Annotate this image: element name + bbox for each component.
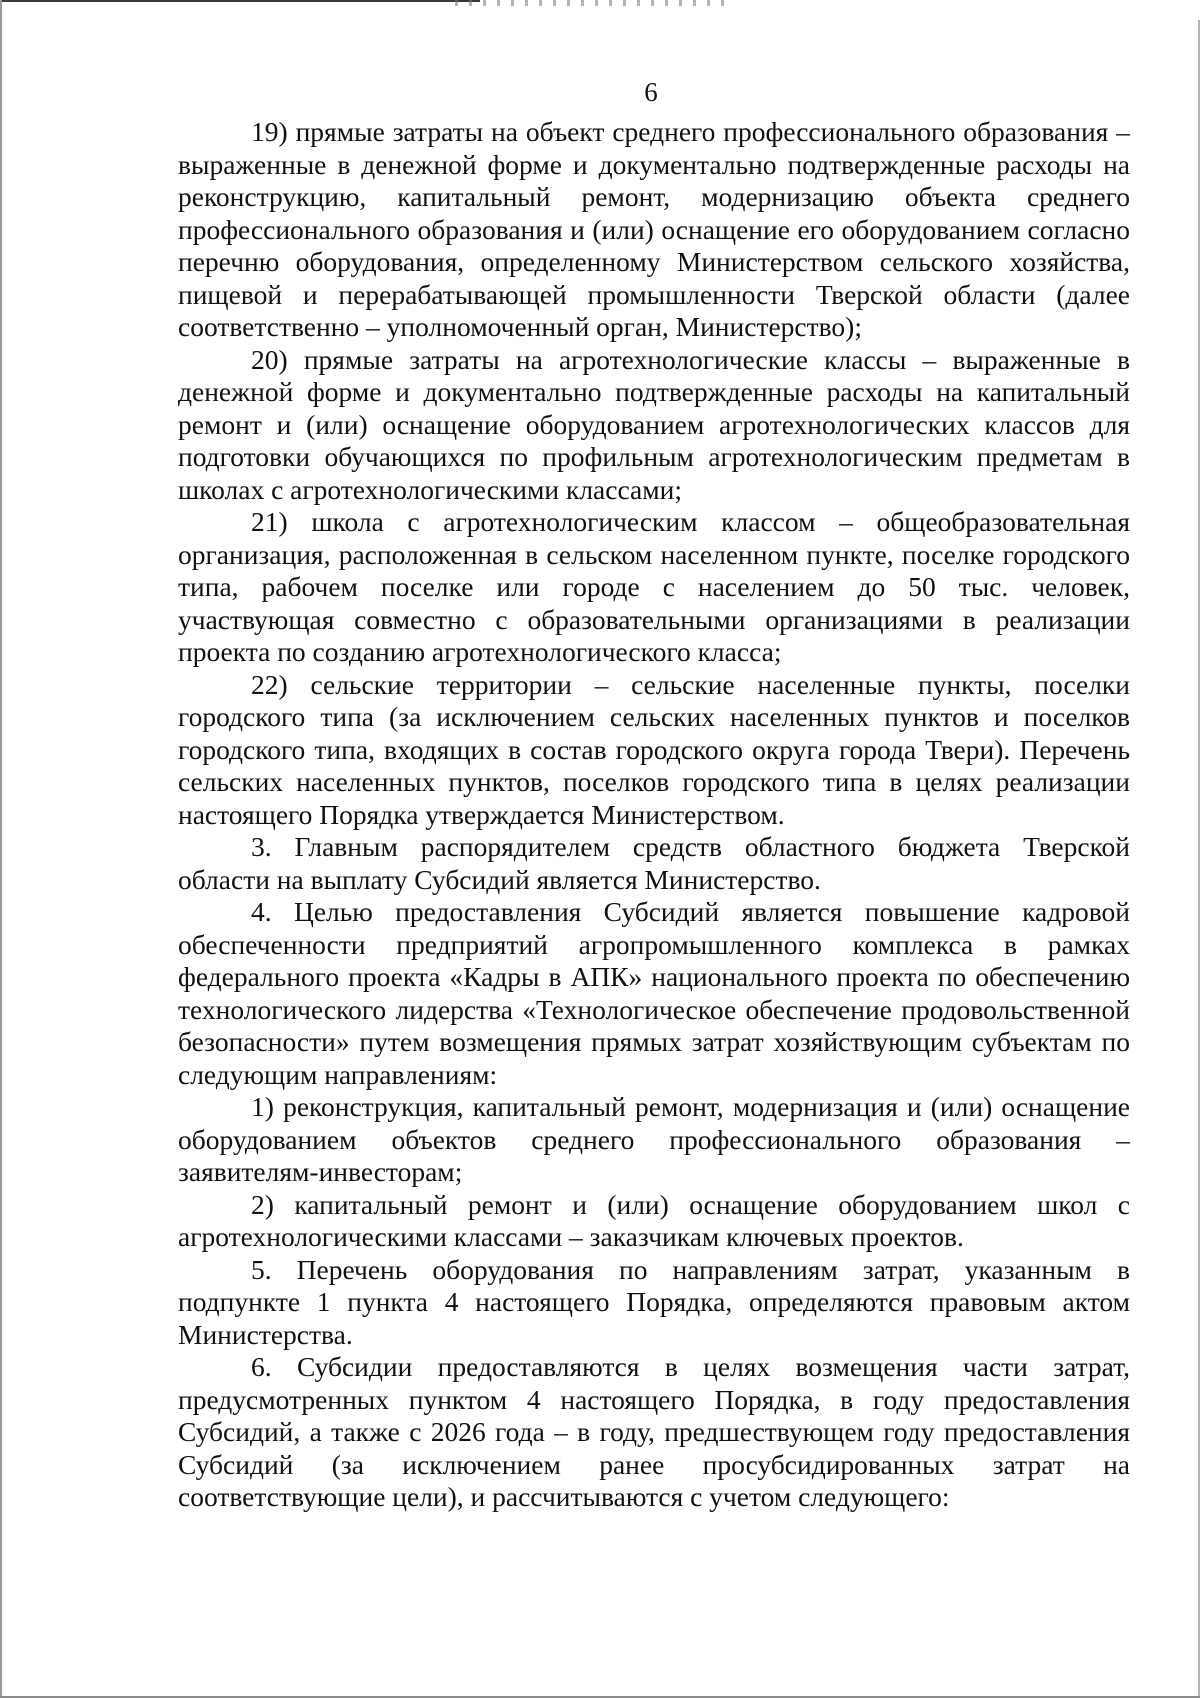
paragraph-section-4: 4. Целью предоставления Субсидий является повышение кадровой обеспеченности предприятий агропромышленного комплекса в рамках федерального проекта «Кадры в АПК» национального проекта по обеспечению технологического лидерства «Технологическое обеспечение продовольственной безопасности» путем возмещения прямых затрат хозяйствующим субъектам по следующим направлениям: — [178, 896, 1130, 1090]
scan-edge-left — [0, 0, 2, 1698]
scan-edge-top — [0, 0, 480, 2]
paragraph-item-19: 19) прямые затраты на объект среднего профессионального образования – выраженные в денежной форме и документально подтвержденные расходы на реконструкцию, капитальный ремонт, модернизацию объекта среднего профессионального образования и (или) оснащение его оборудованием согласно перечню оборудования, определенному Министерством сельского хозяйства, пищевой и перерабатывающей промышленности Тверской области (далее соответственно – уполномоченный орган, Министерство); — [178, 116, 1130, 342]
paragraph-item-21: 21) школа с агротехнологическим классом – общеобразовательная организация, расположенная в сельском населенном пункте, поселке городского типа, рабочем поселке или городе с населением до 50 тыс. человек, участвующая совместно с образовательными организациями в реализации проекта по созданию агротехнологического класса; — [178, 506, 1130, 667]
page-number: 6 — [644, 77, 658, 107]
paragraph-item-22: 22) сельские территории – сельские населенные пункты, поселки городского типа (за исключением сельских населенных пунктов и поселков городского типа, входящих в состав городского округа города Твери). Перечень сельских населенных пунктов, поселков городского типа в целях реализации настоящего Порядка утверждается Министерством. — [178, 668, 1130, 830]
paragraph-section-5: 5. Перечень оборудования по направлениям затрат, указанным в подпункте 1 пункта 4 настоящего Порядка, определяются правовым актом Министерства. — [178, 1253, 1130, 1350]
paragraph-section-4-item-1: 1) реконструкция, капитальный ремонт, модернизация и (или) оснащение оборудованием объектов среднего профессионального образования – заявителям-инвесторам; — [178, 1091, 1130, 1187]
paragraph-section-4-item-2: 2) капитальный ремонт и (или) оснащение оборудованием школ с агротехнологическими классами – заказчикам ключевых проектов. — [178, 1188, 1130, 1252]
scan-marks — [455, 0, 725, 6]
document-body — [178, 116, 1130, 1514]
paragraph-section-6: 6. Субсидии предоставляются в целях возмещения части затрат, предусмотренных пунктом 4 настоящего Порядка, в году предоставления Субсидий, а также с 2026 года – в году, предшествующем году предоставления Субсидий (за исключением ранее просубсидированных затрат на соответствующие цели), и рассчитываются с учетом следующего: — [178, 1351, 1130, 1512]
paragraph-item-20: 20) прямые затраты на агротехнологические классы – выраженные в денежной форме и документально подтвержденные расходы на капитальный ремонт и (или) оснащение оборудованием агротехнологических классов для подготовки обучающихся по профильным агротехнологическим предметам в школах с агротехнологическими классами; — [178, 343, 1130, 505]
paragraph-section-3: 3. Главным распорядителем средств областного бюджета Тверской области на выплату Субсидий является Министерство. — [178, 831, 1130, 895]
